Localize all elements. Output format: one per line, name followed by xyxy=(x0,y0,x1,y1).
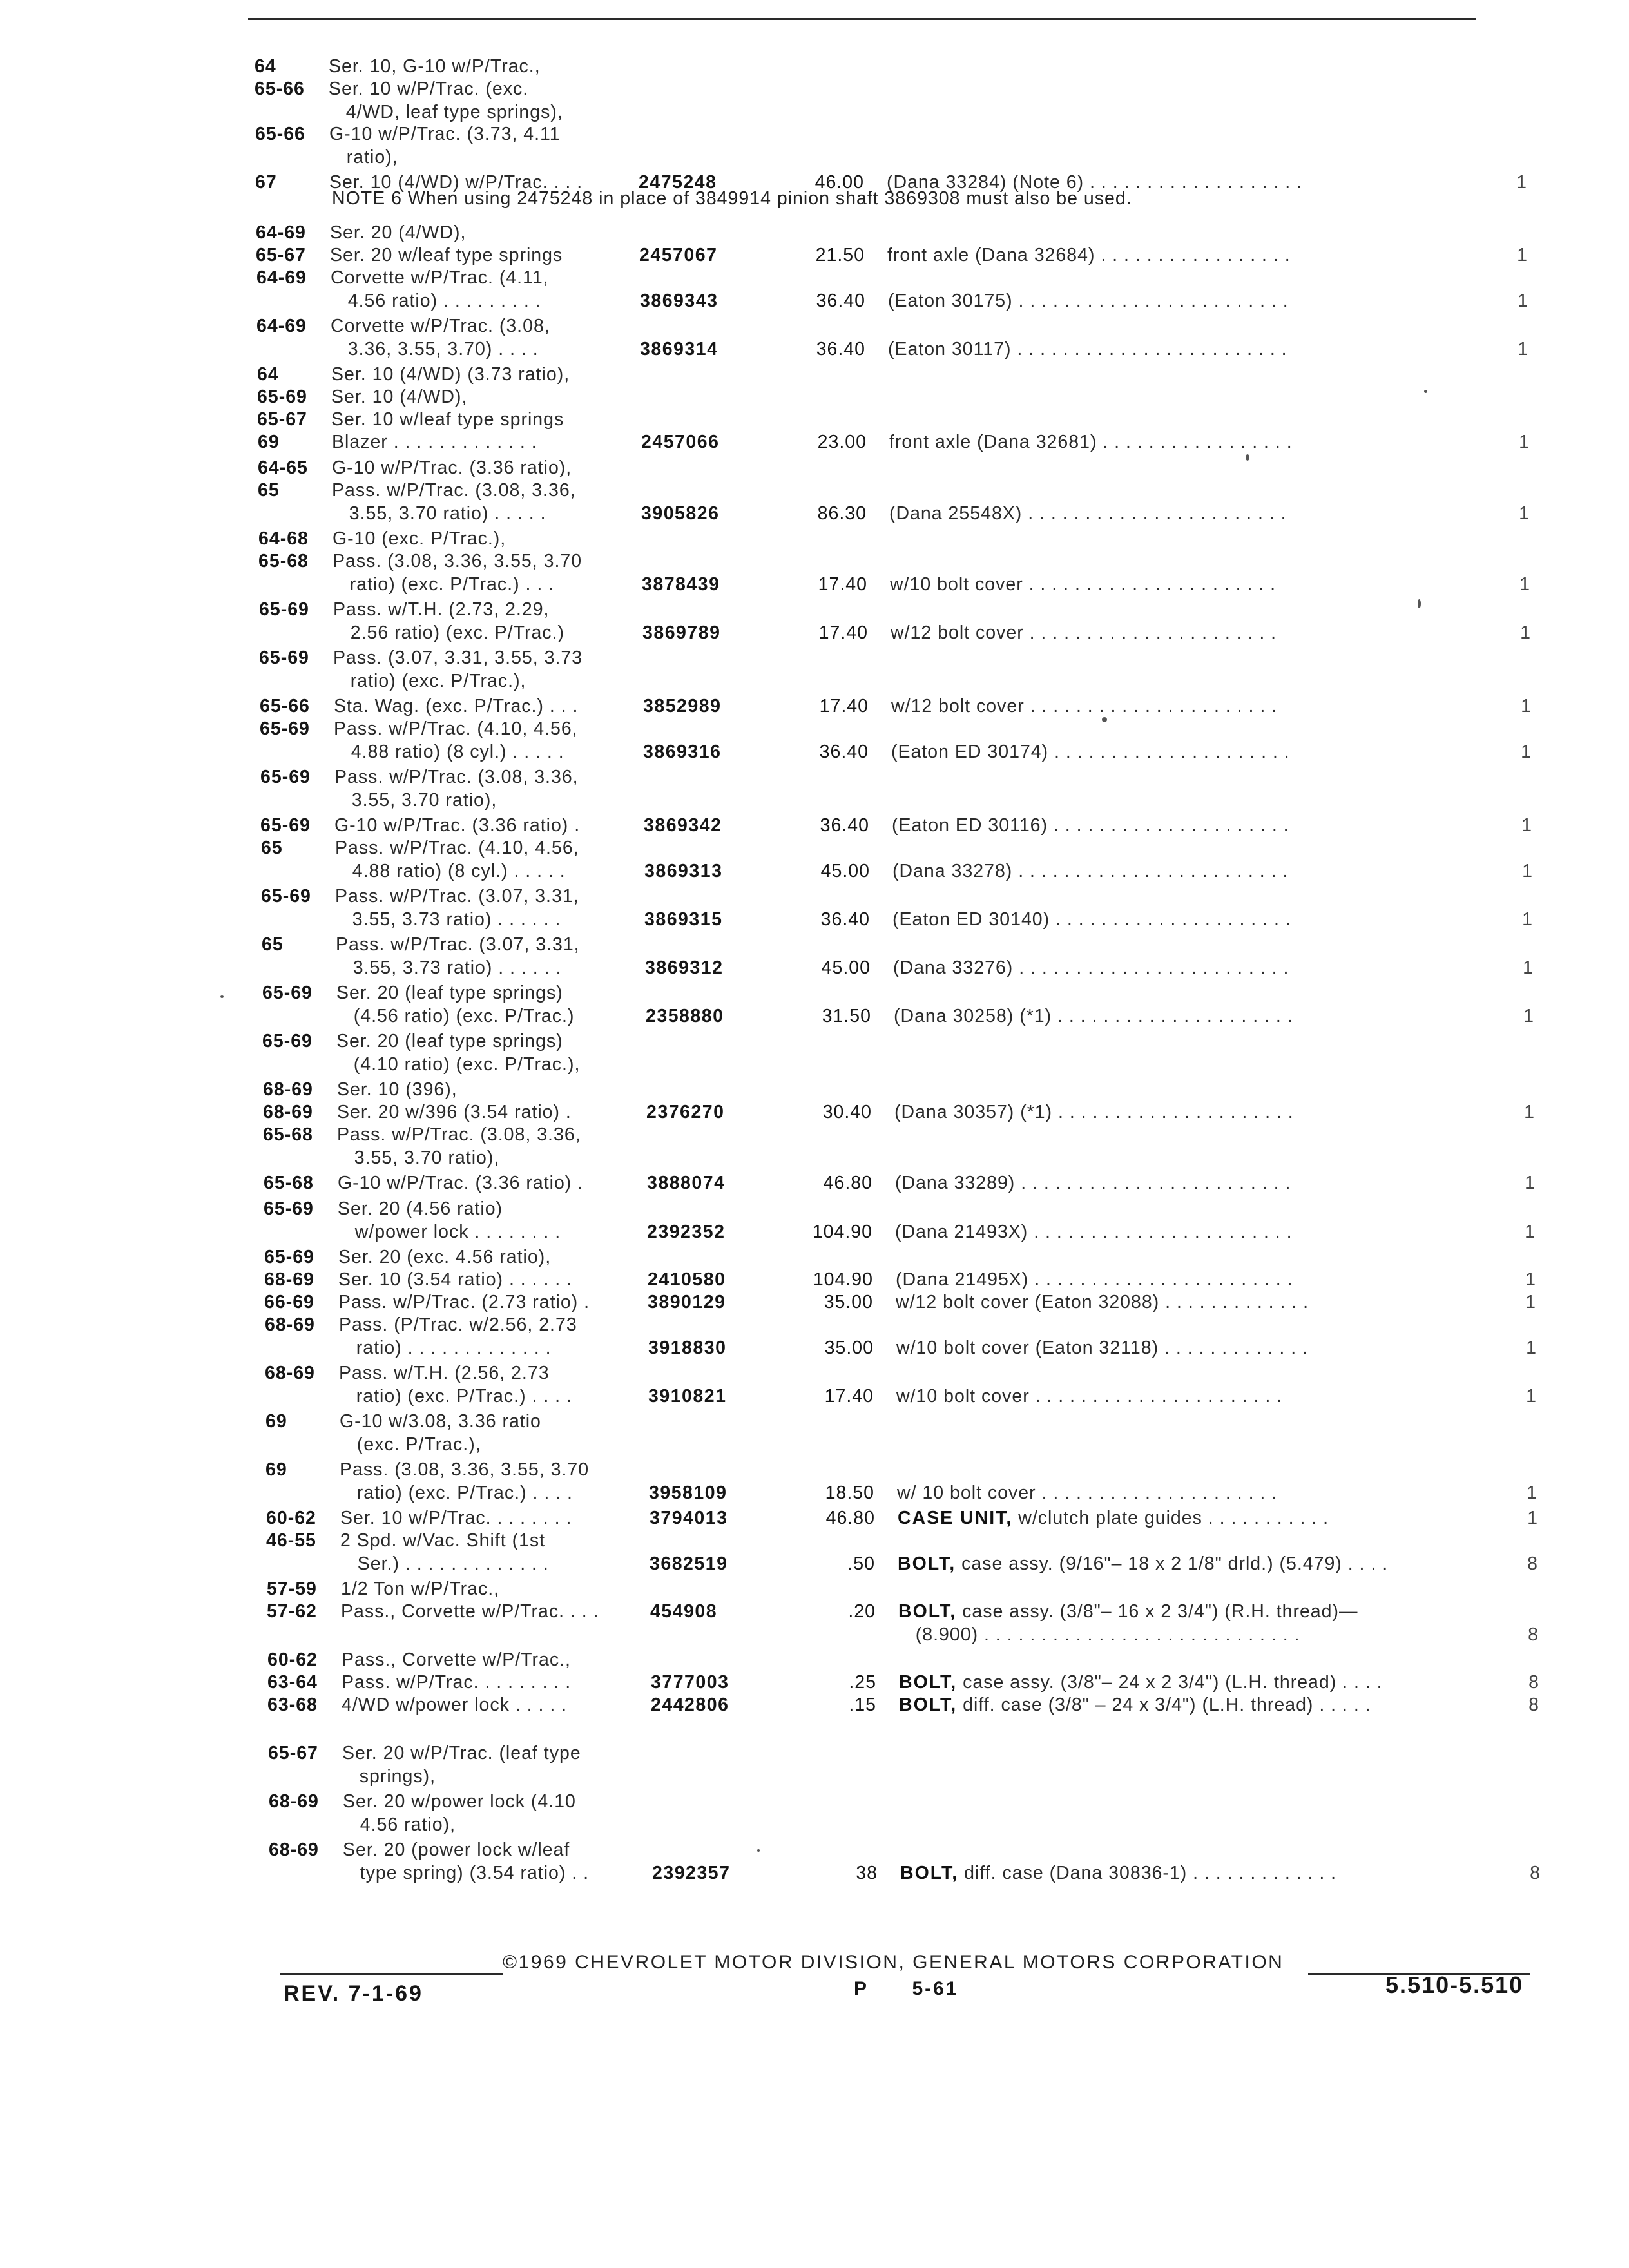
model-years: 65-67 xyxy=(268,1743,318,1763)
list-price: .25 xyxy=(849,1672,876,1693)
group-number: 1 xyxy=(1520,622,1530,643)
model-years: 64-65 xyxy=(258,457,308,478)
application-description: Pass. (3.07, 3.31, 3.55, 3.73 ratio) (exc. P/Trac.), xyxy=(333,648,583,691)
part-number: 3890129 xyxy=(648,1292,726,1312)
list-price: 21.50 xyxy=(815,245,865,265)
group-number: 1 xyxy=(1527,1508,1537,1528)
model-years: 64-69 xyxy=(256,316,307,336)
group-number: 1 xyxy=(1521,742,1531,762)
application-description: Pass. w/P/Trac. (4.10, 4.56, 4.88 ratio) (8 cyl.) . . . . . xyxy=(335,838,579,881)
group-number: 8 xyxy=(1530,1863,1540,1883)
application-description: Pass. (3.08, 3.36, 3.55, 3.70 ratio) (exc. P/Trac.) . . . . xyxy=(340,1459,590,1503)
part-name: CASE UNIT, w/clutch plate guides . . . . . . . . . . . xyxy=(898,1508,1329,1528)
list-price: .15 xyxy=(849,1695,876,1715)
part-number: 2376270 xyxy=(646,1102,725,1122)
model-years: 65-69 xyxy=(259,599,309,620)
list-price: 38 xyxy=(856,1863,878,1883)
list-price: 17.40 xyxy=(818,574,867,595)
list-price: 17.40 xyxy=(819,696,869,716)
model-years: 65-68 xyxy=(258,551,309,572)
model-years: 68-69 xyxy=(263,1079,313,1100)
application-description: Ser. 20 (4.56 ratio) w/power lock . . . . . . . . xyxy=(338,1198,561,1242)
application-description: Pass. w/P/Trac. (4.10, 4.56, 4.88 ratio) (8 cyl.) . . . . . xyxy=(334,718,578,762)
part-number: 3869315 xyxy=(644,909,723,930)
model-years: 57-59 xyxy=(267,1579,317,1599)
application-description: Pass. w/T.H. (2.73, 2.29, 2.56 ratio) (exc. P/Trac.) xyxy=(333,599,564,643)
list-price: .20 xyxy=(848,1601,876,1622)
application-description: 2 Spd. w/Vac. Shift (1st Ser.) . . . . . . . . . . . . . xyxy=(340,1530,549,1574)
part-name: (Dana 21493X) . . . . . . . . . . . . . . . . . . . . . . . xyxy=(895,1222,1293,1242)
part-number: 2392357 xyxy=(652,1863,731,1883)
model-years: 65-69 xyxy=(260,767,311,787)
model-years: 65-66 xyxy=(260,696,310,716)
group-number: 1 xyxy=(1527,1483,1537,1503)
list-price: 18.50 xyxy=(825,1483,874,1503)
part-name: BOLT, case assy. (3/8"– 16 x 2 3/4") (R.H. thread)— (8.900) . . . . . . . . . . . . . . . . . . . . . . . . . . . . xyxy=(898,1601,1358,1645)
part-name: w/10 bolt cover . . . . . . . . . . . . . . . . . . . . . . xyxy=(890,574,1277,595)
group-number: 1 xyxy=(1521,696,1531,716)
application-description: Ser. 20 (4/WD), xyxy=(330,222,467,243)
part-number: 2392352 xyxy=(647,1222,726,1242)
part-name: front axle (Dana 32681) . . . . . . . . . . . . . . . . . xyxy=(889,432,1293,452)
list-price: 36.40 xyxy=(820,909,870,930)
application-description: G-10 w/3.08, 3.36 ratio (exc. P/Trac.), xyxy=(340,1411,541,1455)
model-years: 65-66 xyxy=(255,124,305,144)
part-number: 3958109 xyxy=(649,1483,728,1503)
scan-speck xyxy=(1418,599,1421,608)
part-number: 3910821 xyxy=(648,1386,727,1407)
application-description: Pass., Corvette w/P/Trac. . . . xyxy=(341,1601,599,1622)
application-description: Ser. 20 (leaf type springs) (4.10 ratio) (exc. P/Trac.), xyxy=(336,1031,581,1075)
application-description: Ser. 20 w/power lock (4.10 4.56 ratio), xyxy=(343,1791,576,1835)
group-number: 1 xyxy=(1517,245,1527,265)
application-description: Pass. (3.08, 3.36, 3.55, 3.70 ratio) (exc. P/Trac.) . . . xyxy=(333,551,583,595)
part-number: 2442806 xyxy=(651,1695,729,1715)
part-number: 2457066 xyxy=(641,432,720,452)
list-price: 35.00 xyxy=(824,1338,874,1358)
application-description: 1/2 Ton w/P/Trac., xyxy=(341,1579,500,1599)
model-years: 69 xyxy=(265,1459,287,1480)
group-number: 8 xyxy=(1527,1553,1537,1574)
part-name: (Dana 33276) . . . . . . . . . . . . . . . . . . . . . . . . xyxy=(893,957,1289,978)
part-name: w/10 bolt cover . . . . . . . . . . . . . . . . . . . . . . xyxy=(896,1386,1283,1407)
group-number: 8 xyxy=(1528,1672,1539,1693)
list-price: 36.40 xyxy=(816,339,865,360)
group-number: 1 xyxy=(1526,1338,1536,1358)
group-number: 1 xyxy=(1525,1292,1536,1312)
scan-speck xyxy=(757,1849,760,1852)
application-description: Ser. 10 w/leaf type springs xyxy=(331,409,564,430)
application-description: G-10 w/P/Trac. (3.73, 4.11 ratio), xyxy=(329,124,561,168)
part-number: 3869314 xyxy=(640,339,718,360)
application-description: Ser. 10 (4/WD), xyxy=(331,387,468,407)
list-price: 36.40 xyxy=(820,815,869,836)
section-number: 5.510-5.510 xyxy=(1385,1972,1524,1998)
scan-speck xyxy=(1246,454,1249,461)
list-price: 30.40 xyxy=(822,1102,872,1122)
group-number: 1 xyxy=(1525,1173,1535,1193)
list-price: 45.00 xyxy=(820,861,870,881)
part-name: (Dana 21495X) . . . . . . . . . . . . . . . . . . . . . . . xyxy=(896,1269,1293,1290)
part-number: 3794013 xyxy=(650,1508,728,1528)
list-price: .50 xyxy=(847,1553,875,1574)
application-description: Corvette w/P/Trac. (4.11, 4.56 ratio) . . . . . . . . . xyxy=(331,267,549,311)
list-price: 45.00 xyxy=(821,957,871,978)
model-years: 65 xyxy=(261,838,283,858)
group-number: 1 xyxy=(1524,1102,1534,1122)
model-years: 65-69 xyxy=(262,983,313,1003)
part-name: (Dana 33289) . . . . . . . . . . . . . . . . . . . . . . . . xyxy=(895,1173,1291,1193)
application-description: Ser. 10 (396), xyxy=(337,1079,458,1100)
part-name: w/12 bolt cover . . . . . . . . . . . . . . . . . . . . . . xyxy=(891,622,1277,643)
model-years: 65-69 xyxy=(261,886,311,907)
application-description: Pass. w/P/Trac. (2.73 ratio) . xyxy=(338,1292,590,1312)
part-name: front axle (Dana 32684) . . . . . . . . . . . . . . . . . xyxy=(887,245,1291,265)
group-number: 1 xyxy=(1523,957,1533,978)
part-number: 3682519 xyxy=(650,1553,728,1574)
application-description: Ser. 10, G-10 w/P/Trac., xyxy=(329,56,541,77)
part-name: (Eaton ED 30116) . . . . . . . . . . . . . . . . . . . . . xyxy=(892,815,1289,836)
application-description: G-10 (exc. P/Trac.), xyxy=(333,528,506,549)
model-years: 68-69 xyxy=(265,1314,315,1335)
model-years: 64 xyxy=(255,56,276,77)
model-years: 57-62 xyxy=(267,1601,317,1622)
part-number: 3918830 xyxy=(648,1338,727,1358)
list-price: 36.40 xyxy=(816,291,865,311)
model-years: 68-69 xyxy=(263,1102,313,1122)
group-number: 1 xyxy=(1516,172,1527,193)
model-years: 68-69 xyxy=(265,1363,315,1383)
model-years: 64-69 xyxy=(256,222,306,243)
list-price: 35.00 xyxy=(824,1292,873,1312)
model-years: 69 xyxy=(258,432,280,452)
application-description: Pass. w/P/Trac. (3.07, 3.31, 3.55, 3.73 ratio) . . . . . . xyxy=(336,934,580,978)
application-description: Ser. 20 w/396 (3.54 ratio) . xyxy=(337,1102,572,1122)
part-name: BOLT, diff. case (Dana 30836-1) . . . . . . . . . . . . . xyxy=(900,1863,1337,1883)
list-price: 46.00 xyxy=(815,172,864,193)
part-number: 3852989 xyxy=(643,696,722,716)
scan-speck xyxy=(1102,717,1107,722)
application-description: Ser. 20 w/P/Trac. (leaf type springs), xyxy=(342,1743,581,1787)
part-number: 454908 xyxy=(650,1601,718,1622)
model-years: 64 xyxy=(257,364,279,385)
model-years: 68-69 xyxy=(264,1269,314,1290)
model-years: 65-69 xyxy=(264,1247,314,1267)
model-years: 46-55 xyxy=(266,1530,316,1551)
application-description: Ser. 20 (exc. 4.56 ratio), xyxy=(338,1247,552,1267)
model-years: 68-69 xyxy=(269,1791,319,1812)
group-number: 1 xyxy=(1522,861,1532,881)
group-number: 8 xyxy=(1528,1695,1539,1715)
model-years: 69 xyxy=(265,1411,287,1432)
group-number: 1 xyxy=(1519,432,1529,452)
application-description: Pass. w/P/Trac. . . . . . . . . xyxy=(342,1672,572,1693)
model-years: 64-68 xyxy=(258,528,309,549)
application-description: G-10 w/P/Trac. (3.36 ratio) . xyxy=(334,815,581,836)
part-number: 3869789 xyxy=(642,622,721,643)
part-name: (Dana 30357) (*1) . . . . . . . . . . . . . . . . . . . . . xyxy=(894,1102,1294,1122)
application-description: 4/WD w/power lock . . . . . xyxy=(342,1695,568,1715)
application-description: Ser. 10 (4/WD) w/P/Trac. . . . xyxy=(329,172,583,193)
list-price: 36.40 xyxy=(819,742,869,762)
scan-speck xyxy=(1424,390,1427,393)
part-number: 2410580 xyxy=(648,1269,726,1290)
application-description: Sta. Wag. (exc. P/Trac.) . . . xyxy=(334,696,579,716)
group-number: 1 xyxy=(1521,815,1532,836)
group-number: 1 xyxy=(1526,1386,1536,1407)
list-price: 104.90 xyxy=(812,1222,872,1242)
part-name: (Eaton 30175) . . . . . . . . . . . . . . . . . . . . . . . . xyxy=(888,291,1289,311)
model-years: 67 xyxy=(255,172,277,193)
list-price: 104.90 xyxy=(813,1269,873,1290)
group-number: 1 xyxy=(1518,291,1528,311)
application-description: Pass., Corvette w/P/Trac., xyxy=(342,1649,571,1670)
part-name: (Eaton ED 30174) . . . . . . . . . . . . . . . . . . . . . xyxy=(891,742,1290,762)
application-description: Blazer . . . . . . . . . . . . . xyxy=(332,432,537,452)
part-name: BOLT, case assy. (9/16"– 18 x 2 1/8" drld.) (5.479) . . . . xyxy=(898,1553,1389,1574)
part-name: w/10 bolt cover (Eaton 32118) . . . . . . . . . . . . . xyxy=(896,1338,1308,1358)
part-name: (Dana 33284) (Note 6) . . . . . . . . . . . . . . . . . . . xyxy=(887,172,1303,193)
scan-speck xyxy=(220,995,224,998)
part-name: (Eaton 30117) . . . . . . . . . . . . . . . . . . . . . . . . xyxy=(888,339,1287,360)
model-years: 65 xyxy=(262,934,284,955)
model-years: 65-67 xyxy=(256,245,306,265)
footer-rule-left xyxy=(280,1973,503,1975)
model-years: 65 xyxy=(258,480,280,501)
part-number: 3777003 xyxy=(651,1672,729,1693)
application-description: Pass. w/T.H. (2.56, 2.73 ratio) (exc. P/Trac.) . . . . xyxy=(339,1363,572,1407)
part-name: (Dana 25548X) . . . . . . . . . . . . . . . . . . . . . . . xyxy=(889,503,1287,524)
part-number: 3869342 xyxy=(644,815,722,836)
group-number: 1 xyxy=(1518,339,1528,360)
application-description: Pass. w/P/Trac. (3.08, 3.36, 3.55, 3.70 ratio), xyxy=(337,1124,581,1168)
part-name: w/12 bolt cover . . . . . . . . . . . . . . . . . . . . . . xyxy=(891,696,1278,716)
list-price: 46.80 xyxy=(825,1508,875,1528)
group-number: 1 xyxy=(1519,503,1529,524)
part-number: 3905826 xyxy=(641,503,720,524)
part-number: 3869313 xyxy=(644,861,723,881)
part-name: w/ 10 bolt cover . . . . . . . . . . . . . . . . . . . . . xyxy=(897,1483,1278,1503)
application-description: Pass. (P/Trac. w/2.56, 2.73 ratio) . . . . . . . . . . . . . xyxy=(339,1314,577,1358)
application-description: Ser. 20 w/leaf type springs xyxy=(330,245,563,265)
part-number: 2358880 xyxy=(646,1006,724,1026)
part-number: 3869312 xyxy=(645,957,724,978)
list-price: 23.00 xyxy=(817,432,867,452)
model-years: 65-69 xyxy=(260,718,310,739)
part-number: 3878439 xyxy=(642,574,720,595)
part-name: (Dana 33278) . . . . . . . . . . . . . . . . . . . . . . . . xyxy=(892,861,1289,881)
model-years: 63-68 xyxy=(267,1695,318,1715)
model-years: 65-69 xyxy=(264,1198,314,1219)
group-number: 1 xyxy=(1523,1006,1534,1026)
list-price: 31.50 xyxy=(822,1006,871,1026)
note-6: NOTE 6 When using 2475248 in place of 3849914 pinion shaft 3869308 must also be used. xyxy=(332,188,1132,209)
part-number: 3869316 xyxy=(643,742,722,762)
group-number: 8 xyxy=(1528,1624,1538,1645)
list-price: 17.40 xyxy=(824,1386,874,1407)
part-name: BOLT, case assy. (3/8"– 24 x 2 3/4") (L.H. thread) . . . . xyxy=(899,1672,1383,1693)
application-description: Ser. 10 w/P/Trac. (exc. 4/WD, leaf type springs), xyxy=(329,79,563,122)
part-name: (Dana 30258) (*1) . . . . . . . . . . . . . . . . . . . . . xyxy=(894,1006,1293,1026)
application-description: Ser. 20 (leaf type springs) (4.56 ratio) (exc. P/Trac.) xyxy=(336,983,575,1026)
group-number: 1 xyxy=(1522,909,1532,930)
model-years: 65-69 xyxy=(260,815,311,836)
application-description: Pass. w/P/Trac. (3.07, 3.31, 3.55, 3.73 ratio) . . . . . . xyxy=(335,886,579,930)
model-years: 65-69 xyxy=(259,648,309,668)
application-description: Ser. 10 (4/WD) (3.73 ratio), xyxy=(331,364,570,385)
model-years: 64-69 xyxy=(256,267,307,288)
part-name: (Eaton ED 30140) . . . . . . . . . . . . . . . . . . . . . xyxy=(892,909,1291,930)
model-years: 65-66 xyxy=(255,79,305,99)
application-description: Pass. w/P/Trac. (3.08, 3.36, 3.55, 3.70 ratio), xyxy=(334,767,579,811)
model-years: 65-68 xyxy=(264,1173,314,1193)
model-years: 65-67 xyxy=(257,409,307,430)
model-years: 66-69 xyxy=(264,1292,314,1312)
group-number: 1 xyxy=(1525,1222,1535,1242)
revision-date: REV. 7-1-69 xyxy=(284,1981,423,2006)
model-years: 68-69 xyxy=(269,1840,319,1860)
model-years: 65-68 xyxy=(263,1124,313,1145)
application-description: Pass. w/P/Trac. (3.08, 3.36, 3.55, 3.70 ratio) . . . . . xyxy=(332,480,576,524)
application-description: G-10 w/P/Trac. (3.36 ratio) . xyxy=(338,1173,584,1193)
copyright: ©1969 CHEVROLET MOTOR DIVISION, GENERAL MOTORS CORPORATION xyxy=(503,1952,1284,1973)
part-number: 3888074 xyxy=(647,1173,726,1193)
application-description: Corvette w/P/Trac. (3.08, 3.36, 3.55, 3.70) . . . . xyxy=(331,316,550,360)
application-description: G-10 w/P/Trac. (3.36 ratio), xyxy=(332,457,572,478)
model-years: 65-69 xyxy=(262,1031,313,1052)
part-number: 2475248 xyxy=(639,172,717,193)
group-number: 1 xyxy=(1519,574,1530,595)
model-years: 60-62 xyxy=(266,1508,316,1528)
application-description: Ser. 10 (3.54 ratio) . . . . . . xyxy=(338,1269,573,1290)
list-price: 86.30 xyxy=(817,503,867,524)
model-years: 60-62 xyxy=(267,1649,318,1670)
list-price: 46.80 xyxy=(823,1173,872,1193)
model-years: 65-69 xyxy=(257,387,307,407)
part-number: 2457067 xyxy=(639,245,718,265)
part-name: w/12 bolt cover (Eaton 32088) . . . . . . . . . . . . . xyxy=(896,1292,1309,1312)
application-description: Ser. 20 (power lock w/leaf type spring) (3.54 ratio) . . xyxy=(343,1840,590,1883)
model-years: 63-64 xyxy=(267,1672,318,1693)
part-number: 3869343 xyxy=(640,291,718,311)
application-description: Ser. 10 w/P/Trac. . . . . . . . xyxy=(340,1508,572,1528)
list-price: 17.40 xyxy=(818,622,868,643)
part-name: BOLT, diff. case (3/8" – 24 x 3/4") (L.H. thread) . . . . . xyxy=(899,1695,1371,1715)
group-number: 1 xyxy=(1525,1269,1536,1290)
page-number: P 5-61 xyxy=(854,1978,959,1999)
